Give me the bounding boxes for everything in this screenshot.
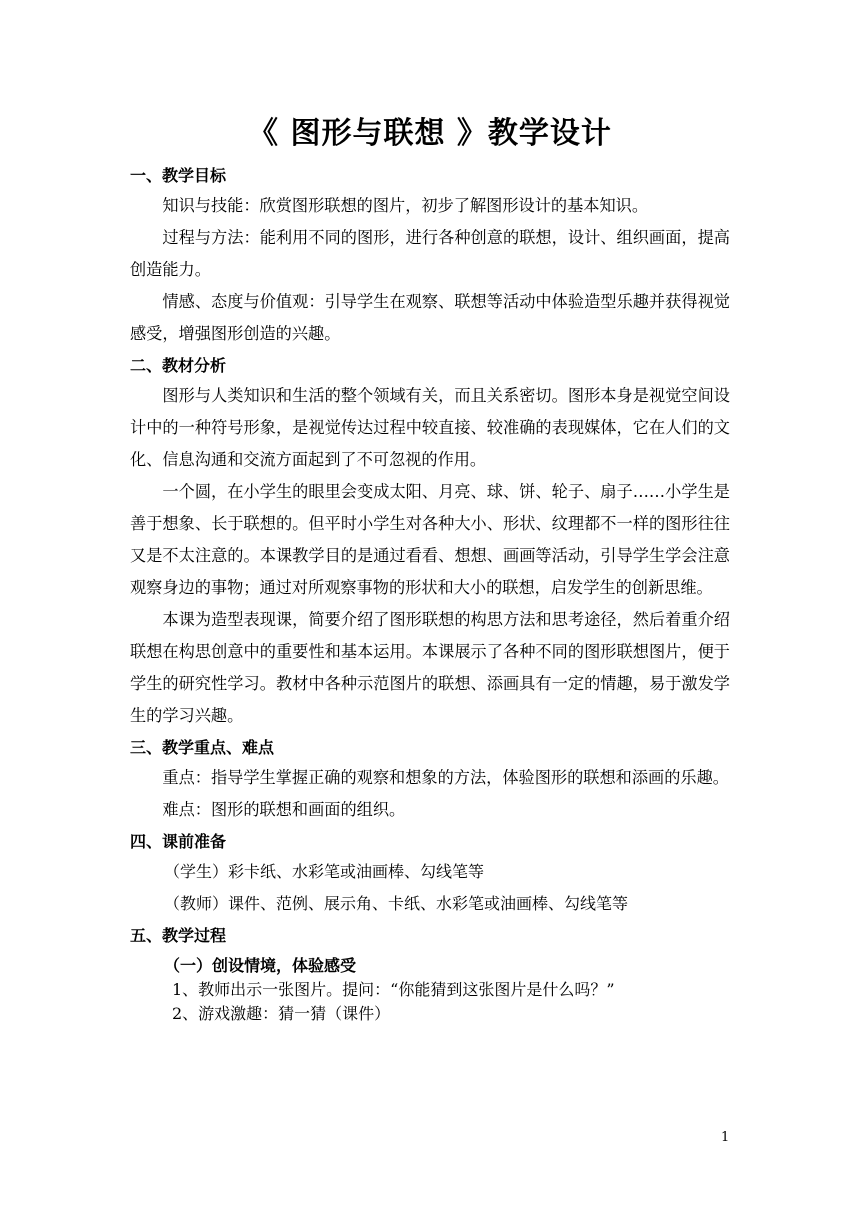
paragraph: 情感、态度与价值观：引导学生在观察、联想等活动中体验造型乐趣并获得视觉感受，增强图形创造的兴趣。 [130,292,730,343]
section-heading-key-points: 三、教学重点、难点 [130,738,275,757]
document-body [130,160,730,1026]
section-heading-preparation: 四、课前准备 [130,832,227,851]
paragraph: 重点：指导学生掌握正确的观察和想象的方法，体验图形的联想和添画的乐趣。 [162,768,729,787]
subsection-heading: （一）创设情境，体验感受 [164,956,357,975]
paragraph: 过程与方法：能利用不同的图形，进行各种创意的联想，设计、组织画面，提高创造能力。 [130,228,730,279]
page-number: 1 [721,1130,730,1145]
paragraph: （学生）彩卡纸、水彩笔或油画棒、勾线笔等 [164,862,485,881]
paragraph: 本课为造型表现课，简要介绍了图形联想的构思方法和思考途径，然后着重介绍联想在构思创意中的重要性和基本运用。本课展示了各种不同的图形联想图片，便于学生的研究性学习。教材中各种示范图片的联想、添画具有一定的情趣，易于激发学生的学习兴趣。 [130,610,730,725]
paragraph: （教师）课件、范例、展示角、卡纸、水彩笔或油画棒、勾线笔等 [164,894,629,913]
section-heading-teaching-process: 五、教学过程 [130,926,227,945]
list-item: 1、教师出示一张图片。提问：“你能猜到这张图片是什么吗？” [172,980,615,999]
paragraph: 知识与技能：欣赏图形联想的图片，初步了解图形设计的基本知识。 [162,196,649,215]
paragraph: 图形与人类知识和生活的整个领域有关，而且关系密切。图形本身是视觉空间设计中的一种符号形象，是视觉传达过程中较直接、较准确的表现媒体，它在人们的文化、信息沟通和交流方面起到了不可忽视的作用。 [130,386,730,469]
paragraph: 一个圆，在小学生的眼里会变成太阳、月亮、球、饼、轮子、扇子……小学生是善于想象、长于联想的。但平时小学生对各种大小、形状、纹理都不一样的图形往往又是不太注意的。本课教学目的是通过看看、想想、画画等活动，引导学生学会注意观察身边的事物；通过对所观察事物的形状和大小的联想，启发学生的创新思维。 [130,482,730,597]
paragraph: 难点：图形的联想和画面的组织。 [162,800,406,819]
section-heading-objectives: 一、教学目标 [130,166,227,185]
document-title: 《 图形与联想 》教学设计 [248,116,612,151]
list-item: 2、游戏激趣：猜一猜（课件） [172,1004,391,1023]
section-heading-material-analysis: 二、教材分析 [130,356,227,375]
